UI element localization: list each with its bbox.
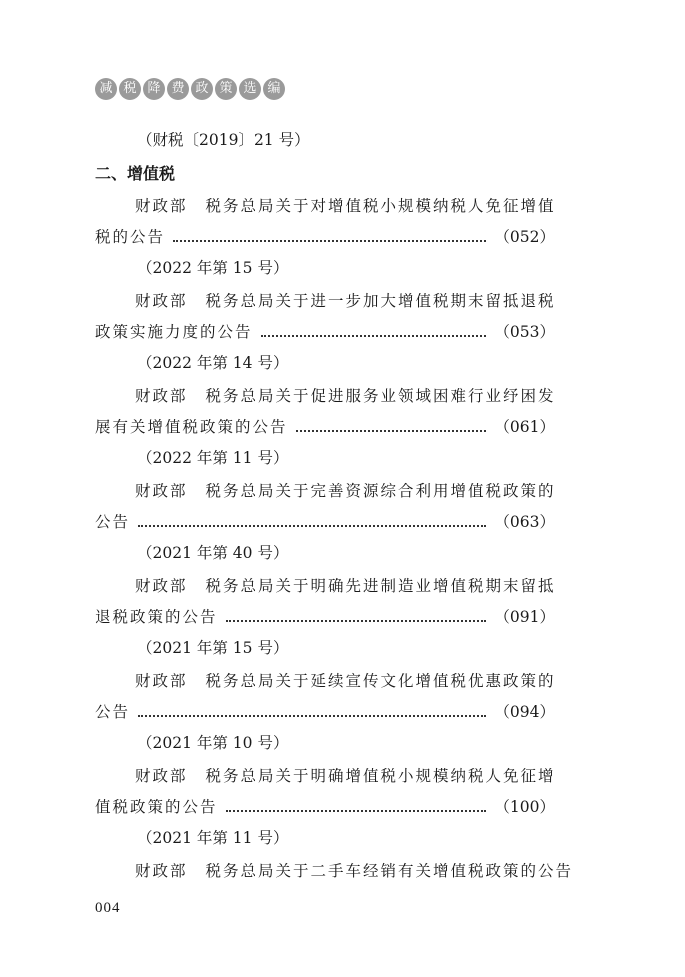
- entry-title-part1: 税务总局关于对增值税小规模纳税人免征增值: [205, 197, 556, 215]
- entry-title-part2: 税的公告: [95, 228, 166, 246]
- entry-title-part2: 退税政策的公告: [95, 608, 218, 626]
- entry-title-part1: 税务总局关于延续宣传文化增值税优惠政策的: [205, 672, 556, 690]
- entry-title-part2: 公告: [95, 703, 131, 721]
- entry-issuer: 财政部: [135, 577, 188, 595]
- header-char: 降: [143, 78, 165, 100]
- leader-dots: [138, 715, 486, 717]
- toc-entry[interactable]: [95, 761, 555, 854]
- document-number: （2022 年第 15 号）: [137, 259, 289, 277]
- entry-title-part1: 税务总局关于促进服务业领域困难行业纾困发: [205, 387, 556, 405]
- toc-entry[interactable]: [95, 571, 555, 664]
- header-char: 费: [167, 78, 189, 100]
- table-of-contents: [95, 125, 574, 889]
- leader-dots: [296, 430, 487, 432]
- header-char: 策: [215, 78, 237, 100]
- entry-title-part2: 值税政策的公告: [95, 798, 218, 816]
- entry-issuer: 财政部: [135, 482, 188, 500]
- entry-page-number: （094）: [494, 703, 555, 721]
- entry-title-part1: 税务总局关于明确增值税小规模纳税人免征增: [205, 767, 556, 785]
- document-number: （2021 年第 15 号）: [137, 639, 289, 657]
- toc-entry[interactable]: [95, 476, 555, 569]
- entry-issuer: 财政部: [135, 862, 188, 880]
- document-number: （2022 年第 11 号）: [137, 449, 289, 467]
- toc-entry[interactable]: [95, 856, 574, 887]
- entry-title-part1: 税务总局关于完善资源综合利用增值税政策的: [205, 482, 556, 500]
- entry-issuer: 财政部: [135, 767, 188, 785]
- entry-title-part1: 税务总局关于进一步加大增值税期末留抵退税: [205, 292, 556, 310]
- entry-issuer: 财政部: [135, 197, 188, 215]
- toc-entry[interactable]: [95, 666, 555, 759]
- toc-entry[interactable]: [95, 191, 555, 284]
- entry-title-part2: 政策实施力度的公告: [95, 323, 253, 341]
- entry-issuer: 财政部: [135, 292, 188, 310]
- document-number: （2022 年第 14 号）: [137, 354, 289, 372]
- page-number: 004: [95, 900, 121, 916]
- entry-page-number: （100）: [494, 798, 555, 816]
- leader-dots: [226, 620, 487, 622]
- document-number: （2021 年第 40 号）: [137, 544, 289, 562]
- entry-title-part2: 公告: [95, 513, 131, 531]
- document-number: （2021 年第 11 号）: [137, 829, 289, 847]
- header-char: 选: [239, 78, 261, 100]
- entry-issuer: 财政部: [135, 387, 188, 405]
- document-number: （财税〔2019〕21 号）: [137, 131, 310, 149]
- header-char: 减: [95, 78, 117, 100]
- entry-page-number: （061）: [494, 418, 555, 436]
- entry-title-part1: 税务总局关于二手车经销有关增值税政策的公告: [205, 862, 574, 880]
- entry-page-number: （063）: [494, 513, 555, 531]
- book-series-header: [95, 78, 285, 100]
- toc-entry[interactable]: [95, 381, 555, 474]
- document-number: （2021 年第 10 号）: [137, 734, 289, 752]
- entry-page-number: （091）: [494, 608, 555, 626]
- header-char: 编: [263, 78, 285, 100]
- section-title: 二、增值税: [95, 164, 176, 183]
- leader-dots: [173, 240, 486, 242]
- entry-page-number: （052）: [494, 228, 555, 246]
- entry-title-part1: 税务总局关于明确先进制造业增值税期末留抵: [205, 577, 556, 595]
- leader-dots: [226, 810, 487, 812]
- entry-page-number: （053）: [494, 323, 555, 341]
- entry-title-part2: 展有关增值税政策的公告: [95, 418, 288, 436]
- leader-dots: [261, 335, 487, 337]
- leader-dots: [138, 525, 486, 527]
- header-char: 税: [119, 78, 141, 100]
- entry-issuer: 财政部: [135, 672, 188, 690]
- header-char: 政: [191, 78, 213, 100]
- toc-entry[interactable]: [95, 286, 555, 379]
